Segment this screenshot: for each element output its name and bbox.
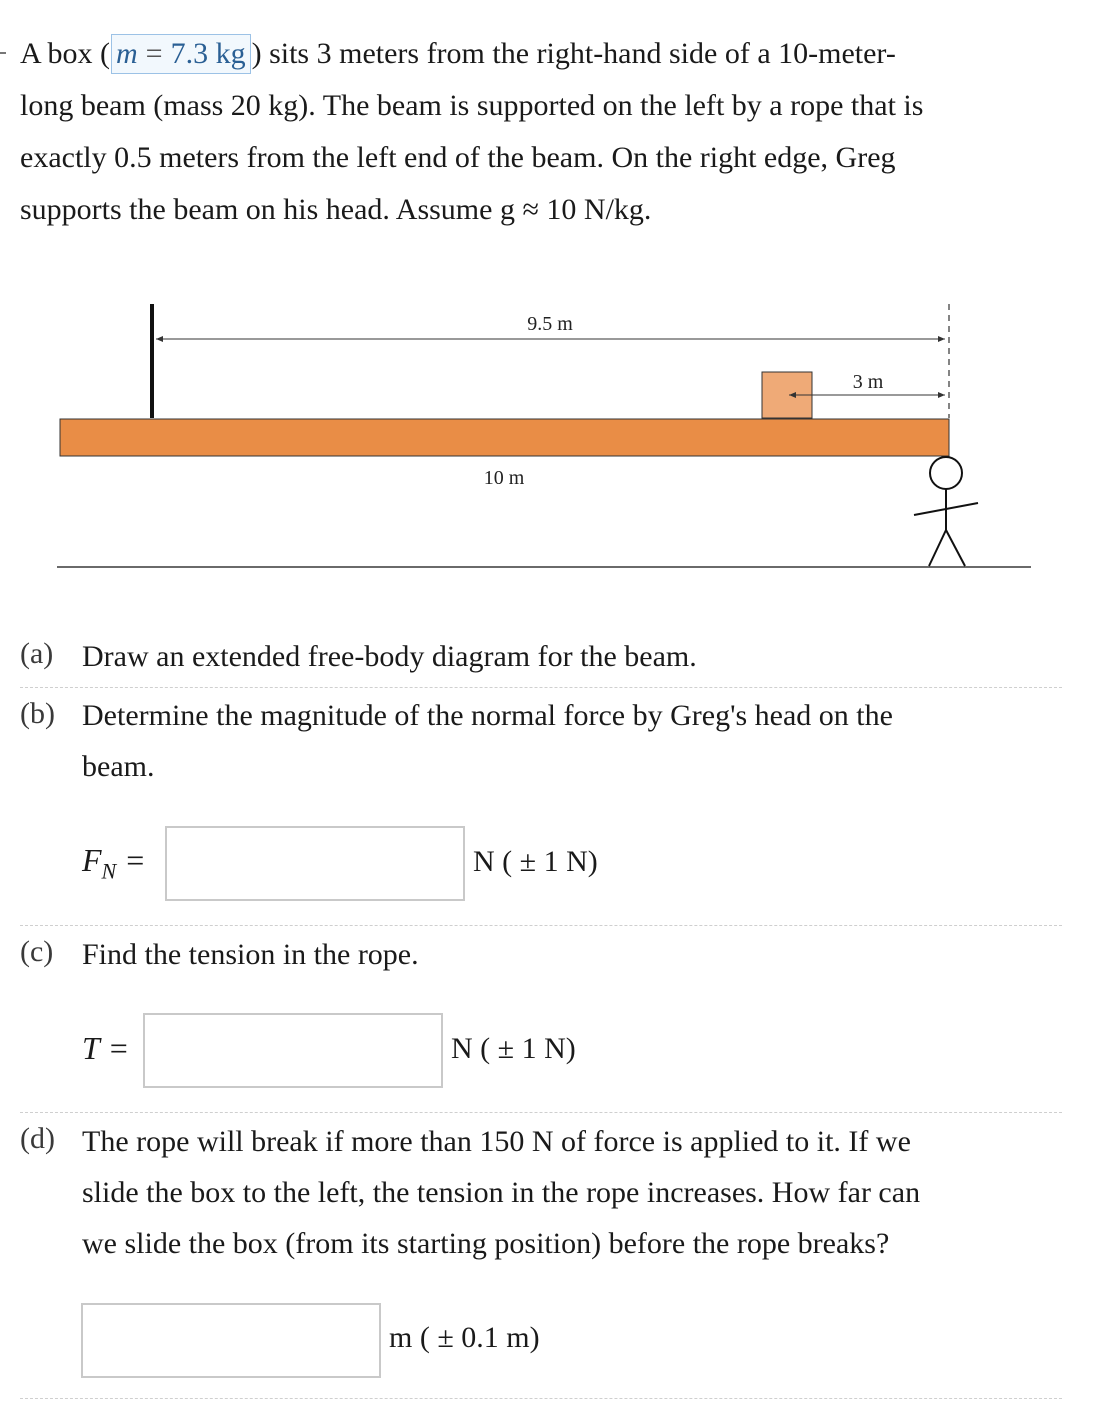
part-b-label: (b)	[20, 697, 55, 730]
dimension-label-9-5m: 9.5 m	[527, 313, 573, 335]
problem-line-1-end: ) sits 3 meters from the right-hand side of a 10-meter-	[251, 37, 896, 70]
problem-line-3: exactly 0.5 meters from the left end of the beam. On the right edge, Greg	[20, 141, 896, 174]
normal-force-symbol	[82, 842, 144, 884]
problem-line-1	[20, 28, 1080, 80]
normal-force-subscript: N	[101, 858, 117, 884]
separator-b	[20, 925, 1062, 926]
beam-diagram	[0, 290, 1106, 590]
part-b-line-2: beam.	[82, 750, 155, 783]
separator-c	[20, 1112, 1062, 1113]
mass-expression	[111, 34, 251, 74]
tension-equals: =	[109, 1030, 128, 1066]
tension-symbol	[82, 1030, 128, 1067]
part-d-line-2: slide the box to the left, the tension in the rope increases. How far can	[82, 1176, 921, 1209]
mass-value: 7.3 kg	[170, 37, 246, 70]
beam-length-label-10m: 10 m	[483, 467, 525, 489]
problem-line-4: supports the beam on his head. Assume g ≈ 10 N/kg.	[20, 193, 652, 226]
normal-force-input[interactable]	[165, 826, 465, 901]
part-b-question	[82, 690, 1072, 792]
part-c-question	[82, 929, 1072, 980]
mass-variable: m	[116, 37, 138, 70]
part-c-label: (c)	[20, 935, 54, 968]
greg-stick-figure	[914, 457, 978, 566]
problem-statement	[20, 28, 1080, 236]
part-d-question	[82, 1116, 1072, 1269]
problem-line-2: long beam (mass 20 kg). The beam is supported on the left by a rope that is	[20, 89, 924, 122]
part-a-label: (a)	[20, 637, 54, 670]
part-d-line-1: The rope will break if more than 150 N of force is applied to it. If we	[82, 1125, 911, 1158]
normal-force-equals: =	[126, 842, 145, 878]
part-b-line-1: Determine the magnitude of the normal force by Greg's head on the	[82, 699, 893, 732]
mass-equals: =	[145, 37, 163, 70]
separator-a	[20, 687, 1062, 688]
part-c-text: Find the tension in the rope.	[82, 938, 419, 971]
normal-force-letter: F	[82, 842, 102, 878]
normal-force-unit: N ( ± 1 N)	[473, 845, 598, 878]
tension-letter: T	[82, 1030, 100, 1066]
part-d-line-3: we slide the box (from its starting position) before the rope breaks?	[82, 1227, 890, 1260]
tension-unit: N ( ± 1 N)	[451, 1032, 576, 1065]
part-d-label: (d)	[20, 1122, 55, 1155]
slide-distance-input[interactable]	[81, 1303, 381, 1378]
slide-distance-unit: m ( ± 0.1 m)	[389, 1321, 540, 1354]
problem-line-1-start: A box (	[20, 37, 110, 70]
part-a-question	[82, 631, 1072, 682]
part-a-text: Draw an extended free-body diagram for the beam.	[82, 640, 697, 673]
beam	[60, 419, 949, 456]
margin-mark	[0, 52, 6, 54]
separator-d	[20, 1398, 1062, 1399]
dimension-label-3m: 3 m	[852, 371, 884, 393]
tension-input[interactable]	[143, 1013, 443, 1088]
